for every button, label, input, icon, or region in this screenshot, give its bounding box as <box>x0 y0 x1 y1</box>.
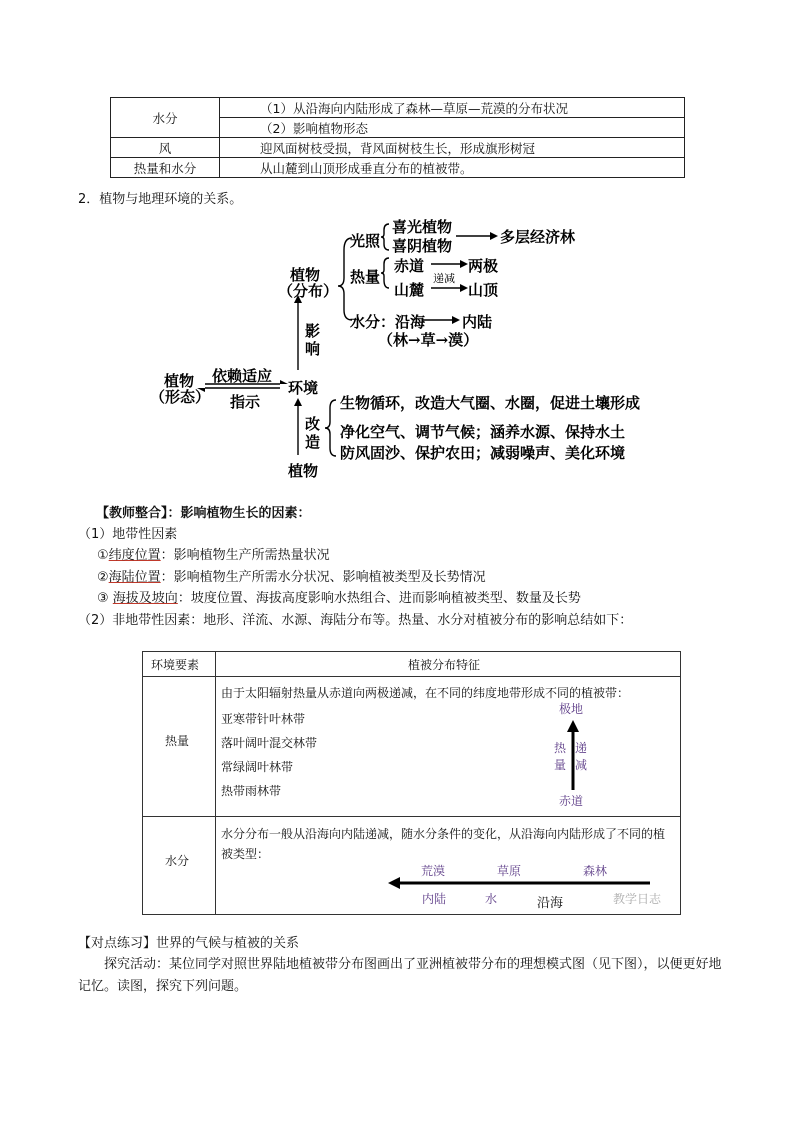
light-result: 多层经济林 <box>500 228 576 246</box>
light-label: 光照 <box>350 232 381 250</box>
heat-belt: 热带雨林带 <box>221 784 282 798</box>
water-desc: 水分分布一般从沿海向内陆递减，随水分条件的变化，从沿海向内陆形成了不同的植被类型： <box>221 827 666 861</box>
heat-a: 赤道 <box>394 257 425 275</box>
land-sea-link[interactable]: 海陆位置 <box>108 570 161 585</box>
teacher-item2: （2）非地带性因素：地形、洋流、水源、海陆分布等。热量、水分对植被分布的影响总结如下： <box>78 613 633 628</box>
practice-title-text: 世界的气候与植被的关系 <box>156 936 300 951</box>
heat-label: 热量 <box>350 268 381 286</box>
table-row <box>111 138 685 158</box>
heat-belt: 落叶阔叶混交林带 <box>221 736 318 750</box>
heat-c: 山麓 <box>394 281 425 299</box>
column-divider <box>215 652 216 914</box>
coast-to-inland-arrow-icon <box>388 876 650 890</box>
plant-distribution-label: 植物 <box>290 266 321 284</box>
heat-up-arrow-icon <box>563 718 583 790</box>
water-char: 水 <box>485 892 498 906</box>
plant-bottom-label: 植物 <box>288 462 319 480</box>
veg-grass: 草原 <box>497 864 522 878</box>
plant-environment-diagram <box>150 210 650 485</box>
practice-tag: 【对点练习】 <box>78 936 157 951</box>
heat-desc: 由于太阳辐射热量从赤道向两极递减，在不同的纬度地带形成不同的植被带： <box>221 686 630 700</box>
coast-label: 沿海 <box>537 896 564 911</box>
latitude-link[interactable]: 纬度位置 <box>108 548 161 563</box>
indicate-label: 指示 <box>230 393 261 411</box>
heat-d: 山顶 <box>468 281 499 299</box>
teacher-item1b <box>97 566 486 585</box>
table-cell-label: 水分 <box>111 98 220 138</box>
plant-form-label: 植物 <box>164 372 195 390</box>
heat-b: 两极 <box>468 257 499 275</box>
header-col1: 环境要素 <box>151 658 200 672</box>
heat-vertical-label: 热量 <box>554 741 567 772</box>
plant-form-sub: （形态） <box>150 388 211 406</box>
effect-2: 净化空气、调节气候；涵养水源、保持水土 <box>340 423 626 441</box>
section-title: 2．植物与地理环境的关系。 <box>78 192 243 207</box>
inland-label: 内陆 <box>422 892 447 906</box>
adapt-label: 依赖适应 <box>212 367 273 385</box>
row-divider <box>143 676 680 677</box>
heat-belt: 亚寒带针叶林带 <box>221 712 306 726</box>
row-divider <box>143 816 680 817</box>
table-cell-label: 风 <box>111 138 220 158</box>
teacher-item1: （1）地带性因素 <box>78 527 178 542</box>
factor-table <box>110 97 685 178</box>
water-row-label: 水分 <box>165 854 190 868</box>
watermark: 教学日志 <box>613 892 662 906</box>
decrease-vertical-label: 递减 <box>575 741 588 772</box>
teacher-item1a <box>97 544 330 563</box>
header-col2: 植被分布特征 <box>408 658 481 672</box>
influence-label: 影响 <box>305 322 321 358</box>
light-b: 喜阴植物 <box>392 237 453 255</box>
effect-1: 生物循环，改造大气圈、水圈，促进土壤形成 <box>340 394 641 412</box>
pole-label: 极地 <box>559 702 584 716</box>
table-cell: （1）从沿海向内陆形成了森林—草原—荒漠的分布状况 <box>220 98 685 118</box>
light-a: 喜光植物 <box>392 218 453 236</box>
heat-arrow-label: 递减 <box>433 272 455 285</box>
teacher-title: 【教师整合】：影响植物生长的因素： <box>96 506 311 521</box>
table-cell: （2）影响植物形态 <box>220 118 685 138</box>
item-prefix: ② <box>97 570 109 585</box>
veg-forest: 森林 <box>583 864 608 878</box>
item-prefix: ③ <box>97 591 113 606</box>
altitude-link[interactable]: 海拔及坡向 <box>112 591 178 606</box>
plant-distribution-sub: （分布） <box>278 282 339 300</box>
veg-desert: 荒漠 <box>421 864 446 878</box>
table-row <box>111 158 685 178</box>
heat-row-label: 热量 <box>165 734 190 748</box>
practice-paragraph: 探究活动：某位同学对照世界陆地植被带分布图画出了亚洲植被带分布的理想模式图（见下图），以便更好地记忆。读图，探究下列问题。 <box>78 957 722 994</box>
item-prefix: ① <box>97 548 109 563</box>
transform-label: 改造 <box>305 415 321 451</box>
water-label: 水分：沿海 <box>350 313 426 331</box>
table-cell-label: 热量和水分 <box>111 158 220 178</box>
vegetation-table <box>142 651 681 915</box>
item-text: ：影响植物生产所需热量状况 <box>160 548 330 563</box>
table-cell: 迎风面树枝受损，背风面树枝生长，形成旗形树冠 <box>220 138 685 158</box>
equator-label: 赤道 <box>559 794 584 808</box>
teacher-item1c <box>97 587 581 606</box>
practice-title <box>78 932 299 951</box>
heat-belt: 常绿阔叶林带 <box>221 760 294 774</box>
table-row <box>111 98 685 118</box>
environment-label: 环境 <box>288 379 319 397</box>
water-sequence: （林→草→漠） <box>378 331 479 349</box>
effect-3: 防风固沙、保护农田；减弱噪声、美化环境 <box>340 444 626 462</box>
water-to: 内陆 <box>462 313 493 331</box>
table-cell: 从山麓到山顶形成垂直分布的植被带。 <box>220 158 685 178</box>
item-text: ：坡度位置、海拔高度影响水热组合、进而影响植被类型、数量及长势 <box>177 591 581 606</box>
item-text: ：影响植物生产所需水分状况、影响植被类型及长势情况 <box>160 570 486 585</box>
